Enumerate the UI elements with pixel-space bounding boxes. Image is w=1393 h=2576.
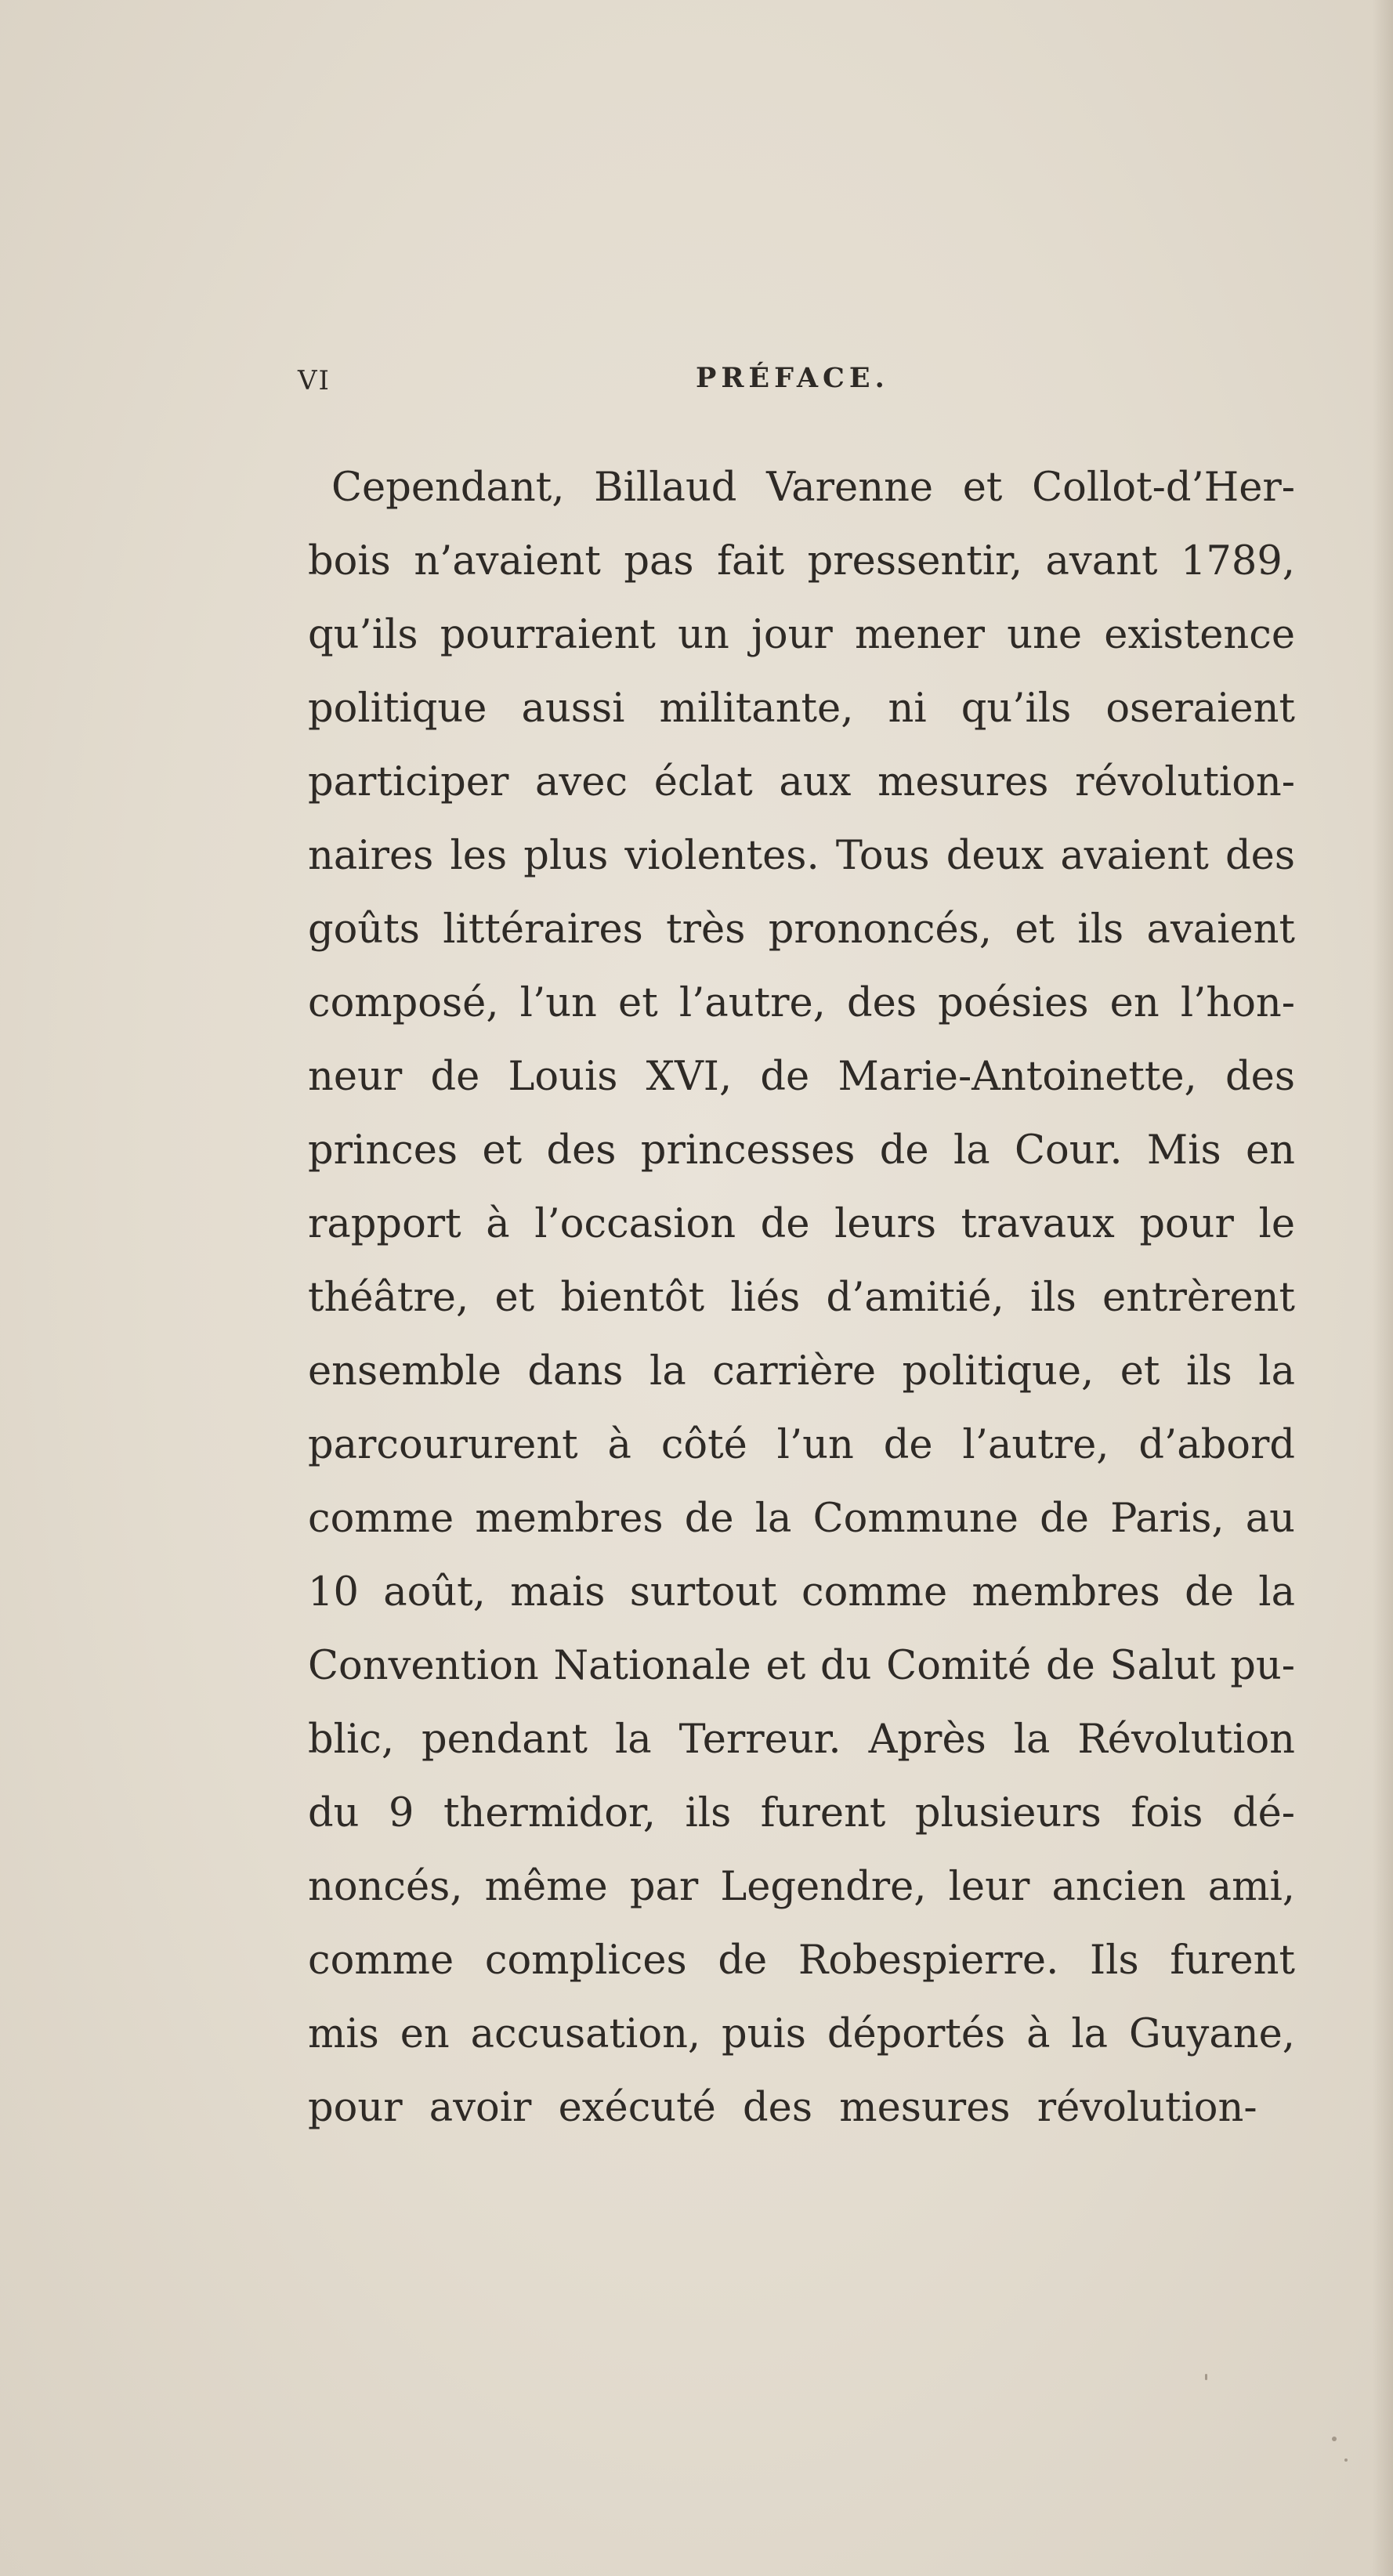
paper-speck [1344,2458,1348,2462]
text-line: qu’ils pourraient un jour mener une existence [308,612,1295,658]
text-line: princes et des princesses de la Cour. Mis en [308,1127,1295,1174]
page-number: VI [298,365,331,396]
paper-speck [1332,2437,1337,2441]
text-line: politique aussi militante, ni qu’ils oseraient [308,686,1295,732]
text-line: mis en accusation, puis déportés à la Guyane, [308,2011,1295,2057]
text-line: rapport à l’occasion de leurs travaux pour le [308,1201,1295,1247]
text-line: composé, l’un et l’autre, des poésies en l’hon- [308,980,1295,1026]
text-line: neur de Louis XVI, de Marie-Antoinette, des [308,1054,1295,1100]
text-line: noncés, même par Legendre, leur ancien ami, [308,1864,1295,1910]
text-line: pour avoir exécuté des mesures révolution- [308,2085,1257,2131]
text-line: Convention Nationale et du Comité de Salut pu- [308,1643,1295,1689]
running-head: PRÉFACE. [696,362,889,394]
text-line: bois n’avaient pas fait pressentir, avant 1789, [308,538,1295,584]
text-line: ensemble dans la carrière politique, et ils la [308,1348,1295,1395]
text-line: 10 août, mais surtout comme membres de la [308,1569,1295,1615]
page-edge-shadow [1373,0,1393,2576]
text-line: théâtre, et bientôt liés d’amitié, ils entrèrent [308,1275,1295,1321]
text-line: naires les plus violentes. Tous deux avaient des [308,833,1295,879]
text-line: parcoururent à côté l’un de l’autre, d’abord [308,1422,1295,1468]
paper-speck [1205,2374,1207,2380]
text-line: blic, pendant la Terreur. Après la Révolution [308,1717,1295,1763]
text-line: goûts littéraires très prononcés, et ils avaient [308,906,1295,953]
text-line: comme membres de la Commune de Paris, au [308,1496,1295,1542]
text-line: Cependant, Billaud Varenne et Collot-d’Her- [331,465,1295,511]
text-line: comme complices de Robespierre. Ils furent [308,1937,1295,1984]
text-line: du 9 thermidor, ils furent plusieurs fois dé- [308,1790,1295,1836]
text-line: participer avec éclat aux mesures révolution- [308,759,1295,805]
body-text [308,451,1295,2145]
